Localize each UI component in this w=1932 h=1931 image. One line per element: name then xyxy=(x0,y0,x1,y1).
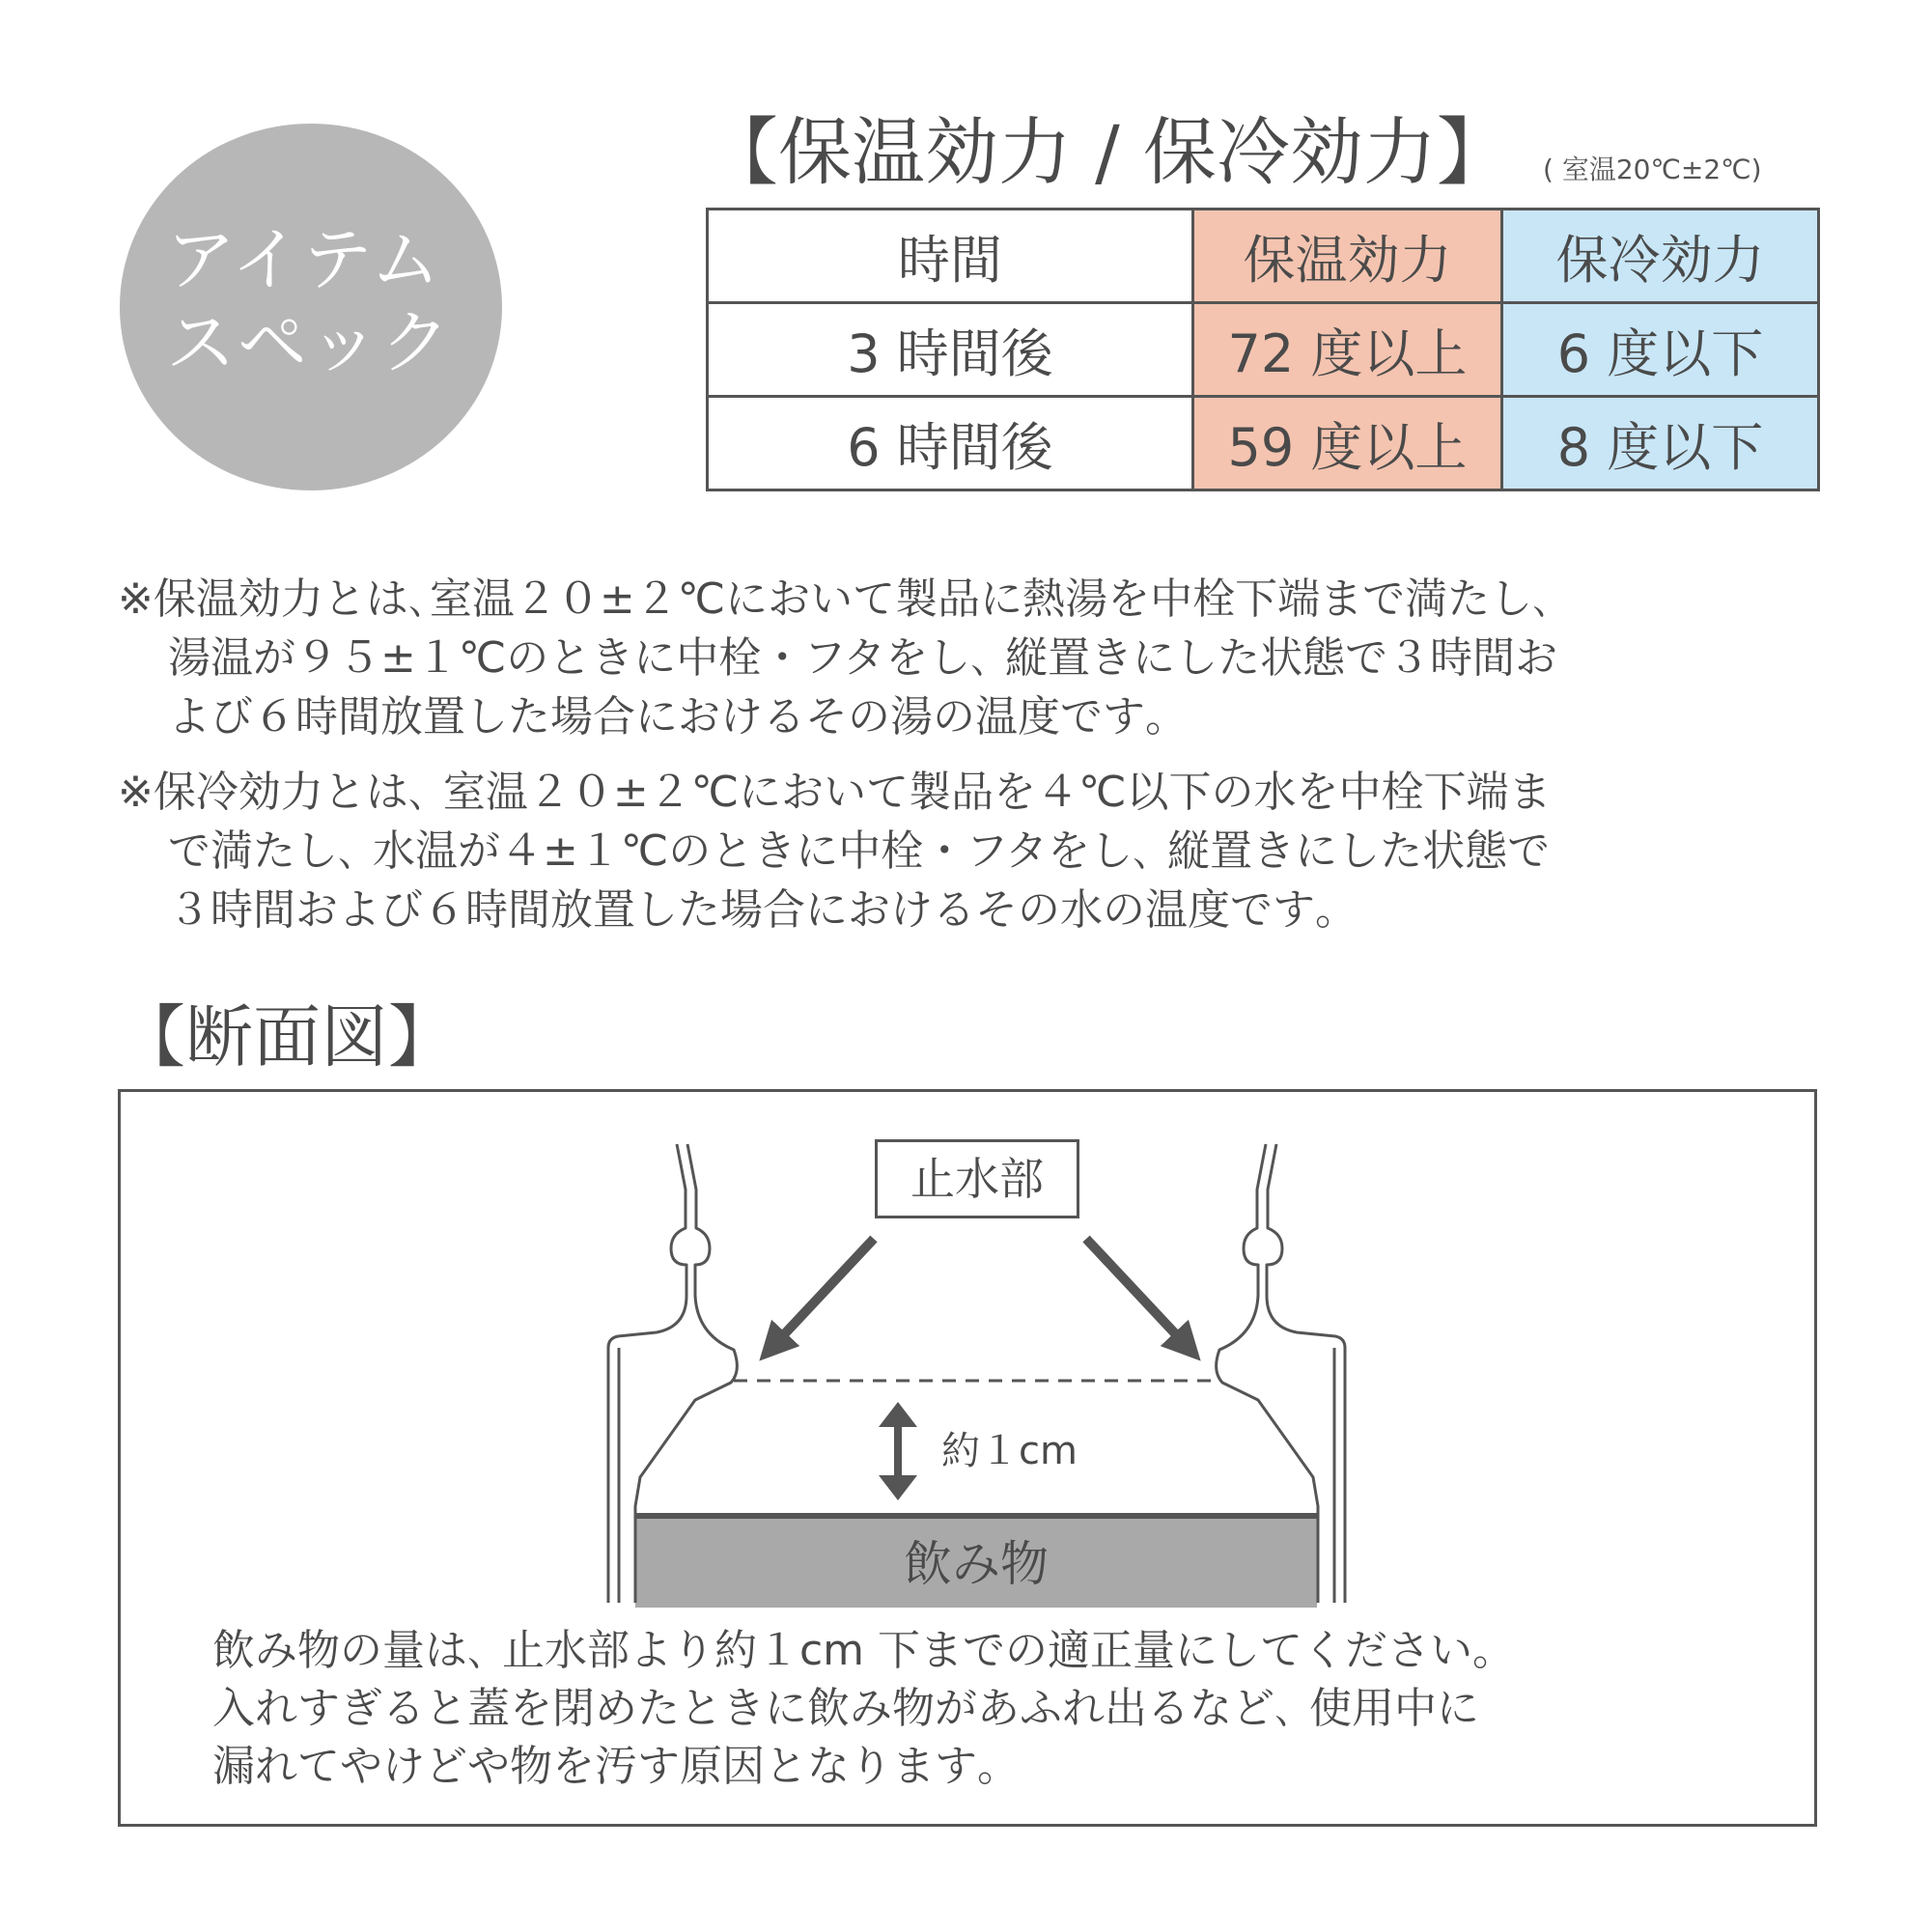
header-time: 時間 xyxy=(708,210,1193,303)
spec-title: 【保温効力 / 保冷効力】 xyxy=(705,109,1510,195)
caution-line: 入れすぎると蓋を閉めたときに飲み物があふれ出るなど､ 使用中に xyxy=(212,1684,1479,1733)
header-cold-retention: 保冷効力 xyxy=(1502,210,1819,303)
arrow-to-right-stop xyxy=(1086,1239,1188,1347)
water-stop-label: 止水部 xyxy=(875,1139,1079,1218)
cell-heat-retention: 72 度以上 xyxy=(1193,303,1502,397)
note-line: 湯温が９５±１℃のときに中栓・フタをし､ 縦置きにした状態で３時間お xyxy=(168,633,1558,683)
note-line: で満たし､ 水温が４±１℃のときに中栓・フタをし､ 縦置きにした状態で xyxy=(168,826,1551,876)
cross-section-title: 【断面図】 xyxy=(118,997,456,1077)
note-line: ３時間および６時間放置した場合におけるその水の温度です｡ xyxy=(168,885,1336,935)
cell-time: 3 時間後 xyxy=(708,303,1193,397)
arrow-to-left-stop xyxy=(772,1239,874,1347)
note-line: よび６時間放置した場合におけるその湯の温度です｡ xyxy=(168,692,1166,742)
measure-label: 約１cm xyxy=(941,1429,1078,1473)
header-heat-retention: 保温効力 xyxy=(1193,210,1502,303)
badge-line-1: アイテム xyxy=(166,219,442,300)
cell-cold-retention: 8 度以下 xyxy=(1502,397,1819,490)
badge-line-2: スペック xyxy=(166,302,453,383)
note-line: ※保温効力とは､室温２０±２℃において製品に熱湯を中栓下端まで満たし､ xyxy=(118,574,1554,624)
cell-cold-retention: 6 度以下 xyxy=(1502,303,1819,397)
caution-line: 飲み物の量は､ 止水部より約１cm 下までの適正量にしてください｡ xyxy=(212,1626,1495,1675)
cell-time: 6 時間後 xyxy=(708,397,1193,490)
measure-arrow xyxy=(879,1402,917,1500)
drink-label: 飲み物 xyxy=(904,1536,1049,1592)
room-temp-note: ( 室温20℃±2℃) xyxy=(1543,154,1762,185)
caution-line: 漏れてやけどや物を汚す原因となります｡ xyxy=(212,1742,998,1791)
cell-heat-retention: 59 度以上 xyxy=(1193,397,1502,490)
note-line: ※保冷効力とは､ 室温２０±２℃において製品を４℃以下の水を中栓下端ま xyxy=(118,768,1552,817)
fill-caution-text xyxy=(212,1622,1796,1796)
